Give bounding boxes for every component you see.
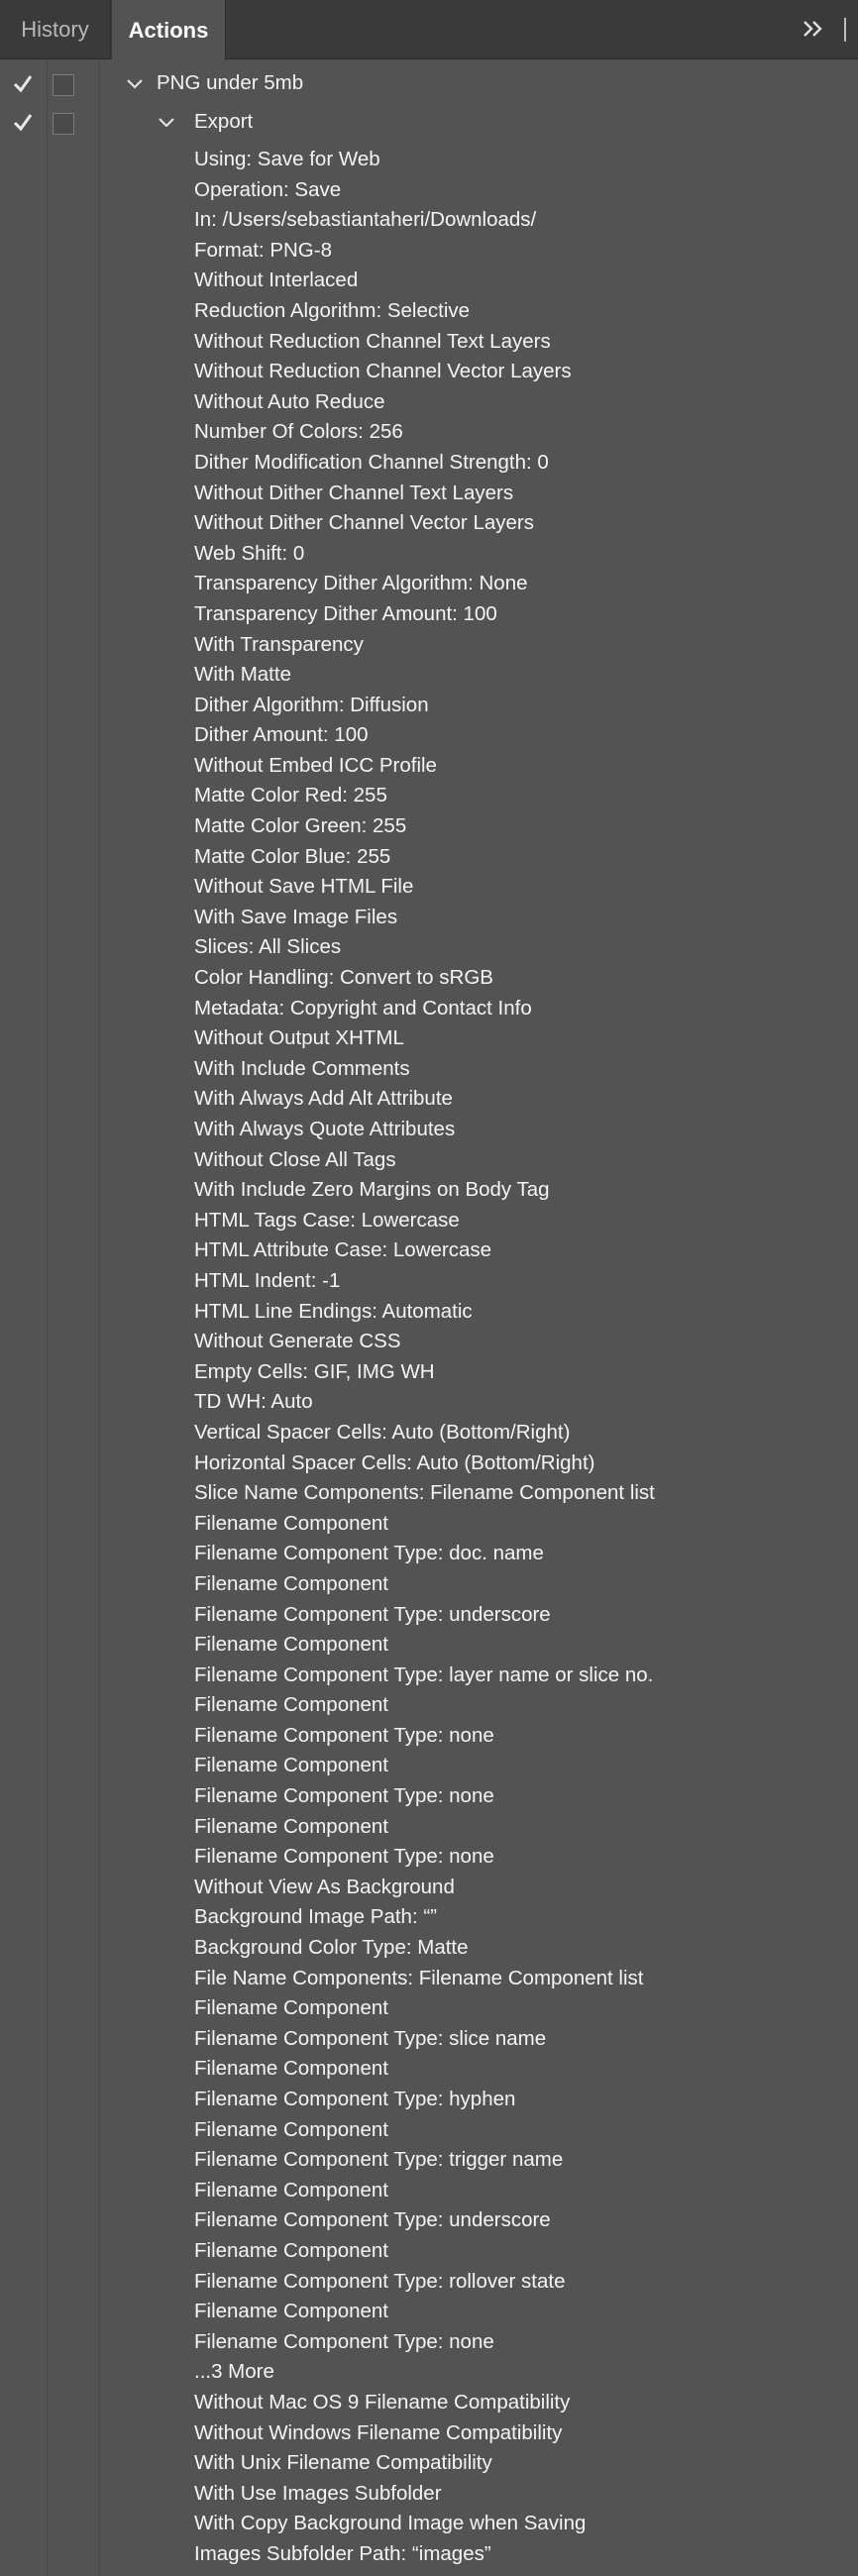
command-parameter: Without View As Background [194, 1875, 455, 1898]
command-parameter: Filename Component [194, 2300, 388, 2323]
command-parameter: Without Save HTML File [194, 875, 414, 899]
command-parameter: Without Auto Reduce [194, 389, 385, 413]
command-parameter: Slices: All Slices [194, 935, 342, 959]
command-parameter: Filename Component Type: none [194, 1723, 494, 1747]
command-parameter: Operation: Save [194, 177, 342, 201]
command-parameter: Color Handling: Convert to sRGB [194, 966, 493, 990]
command-parameter: Using: Save for Web [194, 148, 380, 170]
command-parameter: Dither Amount: 100 [194, 723, 369, 747]
command-parameter: Slice Name Components: Filename Component list [194, 1481, 655, 1505]
command-parameter: Format: PNG-8 [194, 238, 332, 262]
command-parameter: Without Interlaced [194, 268, 359, 292]
command-parameter: Transparency Dither Amount: 100 [194, 601, 497, 625]
command-parameter: Filename Component Type: none [194, 2329, 494, 2353]
command-parameter: Filename Component [194, 1571, 388, 1595]
command-parameter: Filename Component [194, 2178, 388, 2201]
step-row[interactable] [0, 103, 858, 143]
double-chevron-right-icon [802, 19, 825, 39]
command-parameter: File Name Components: Filename Component list [194, 1966, 644, 1989]
command-parameter: With Unix Filename Compatibility [194, 2451, 492, 2475]
command-parameter: With Transparency [194, 632, 364, 656]
command-parameter: Filename Component [194, 1633, 388, 1657]
command-parameter: With Include Comments [194, 1056, 410, 1080]
command-parameter: With Include Zero Margins on Body Tag [194, 1178, 550, 1202]
command-parameter: Filename Component [194, 1754, 388, 1777]
tab-actions[interactable]: Actions [112, 0, 226, 60]
command-parameter: Background Image Path: “” [194, 1905, 437, 1929]
command-parameter: Without Dither Channel Vector Layers [194, 511, 534, 535]
command-parameter: Filename Component [194, 1511, 388, 1535]
command-parameter: Dither Modification Channel Strength: 0 [194, 450, 549, 474]
command-parameter: With Copy Background Image when Saving [194, 2512, 587, 2535]
chevron-down-icon[interactable] [125, 74, 145, 94]
command-parameter: Filename Component Type: none [194, 1784, 494, 1808]
command-parameter: Transparency Dither Algorithm: None [194, 572, 528, 595]
command-parameter: Without Mac OS 9 Filename Compatibility [194, 2390, 571, 2414]
panel-tab-bar [0, 0, 858, 59]
panel-divider [844, 18, 846, 42]
checkmark-icon[interactable] [12, 72, 34, 94]
command-parameter: Filename Component [194, 2238, 388, 2262]
command-parameter: Without Output XHTML [194, 1026, 404, 1050]
command-parameter: Filename Component Type: hyphen [194, 2088, 516, 2110]
chevron-down-icon[interactable] [157, 113, 176, 133]
command-parameter: Metadata: Copyright and Contact Info [194, 996, 532, 1020]
dialog-toggle-box[interactable] [53, 74, 74, 96]
command-parameter: Images Subfolder Path: “images” [194, 2541, 491, 2565]
command-parameter: TD WH: Auto [194, 1390, 313, 1414]
dialog-toggle-box[interactable] [53, 113, 74, 135]
command-parameter: Matte Color Blue: 255 [194, 844, 391, 868]
command-parameter: Empty Cells: GIF, IMG WH [194, 1359, 435, 1383]
command-parameter: Filename Component Type: doc. name [194, 1542, 544, 1565]
command-parameter: Filename Component Type: underscore [194, 2208, 551, 2232]
command-parameter: With Use Images Subfolder [194, 2481, 442, 2505]
command-parameter: Without Generate CSS [194, 1330, 401, 1353]
command-parameter: Without Reduction Channel Vector Layers [194, 360, 572, 383]
command-parameter: With Always Quote Attributes [194, 1118, 456, 1140]
command-parameter: Filename Component Type: rollover state [194, 2269, 566, 2293]
command-parameter: HTML Tags Case: Lowercase [194, 1208, 460, 1232]
command-parameter-list [194, 145, 655, 2570]
command-parameter: Filename Component [194, 1693, 388, 1717]
command-parameter: Without Close All Tags [194, 1147, 396, 1171]
command-parameter: Matte Color Red: 255 [194, 784, 387, 807]
command-parameter: Dither Algorithm: Diffusion [194, 693, 429, 716]
dialog-column-divider [99, 60, 100, 2576]
command-parameter: Filename Component Type: none [194, 1845, 494, 1869]
command-parameter: Number Of Colors: 256 [194, 420, 403, 444]
action-row[interactable] [0, 64, 858, 104]
command-parameter: Filename Component [194, 1814, 388, 1838]
command-parameter: Filename Component Type: slice name [194, 2026, 547, 2050]
command-parameter: Filename Component Type: underscore [194, 1602, 551, 1626]
command-parameter: Background Color Type: Matte [194, 1936, 469, 1960]
action-name: PNG under 5mb [157, 71, 304, 94]
toggle-column-divider [47, 60, 48, 2576]
command-parameter: Filename Component Type: layer name or slice no. [194, 1663, 654, 1686]
command-parameter: Matte Color Green: 255 [194, 814, 407, 838]
panel-menu-button[interactable] [799, 14, 828, 44]
command-parameter: Reduction Algorithm: Selective [194, 298, 471, 322]
command-parameter: Vertical Spacer Cells: Auto (Bottom/Right) [194, 1420, 571, 1444]
command-parameter: Web Shift: 0 [194, 541, 305, 565]
command-parameter: HTML Indent: -1 [194, 1268, 341, 1292]
command-parameter: Filename Component [194, 1996, 388, 2020]
command-parameter: Filename Component [194, 2117, 388, 2141]
step-name: Export [194, 110, 254, 133]
command-parameter: Without Dither Channel Text Layers [194, 481, 514, 504]
command-parameter: Without Windows Filename Compatibility [194, 2420, 563, 2444]
command-parameter: Without Embed ICC Profile [194, 753, 437, 777]
command-parameter: With Always Add Alt Attribute [194, 1087, 453, 1111]
checkmark-icon[interactable] [12, 111, 34, 133]
command-parameter: ...3 More [194, 2360, 274, 2384]
command-parameter: With Matte [194, 663, 291, 687]
command-parameter: Without Reduction Channel Text Layers [194, 329, 551, 353]
command-parameter: HTML Line Endings: Automatic [194, 1299, 473, 1323]
command-parameter: Filename Component [194, 2057, 388, 2081]
tab-history[interactable]: History [0, 0, 111, 59]
command-parameter: Filename Component Type: trigger name [194, 2148, 564, 2172]
command-parameter: In: /Users/sebastiantaheri/Downloads/ [194, 208, 537, 232]
command-parameter: Horizontal Spacer Cells: Auto (Bottom/Right) [194, 1450, 595, 1474]
command-parameter: With Save Image Files [194, 905, 398, 928]
command-parameter: HTML Attribute Case: Lowercase [194, 1238, 492, 1262]
